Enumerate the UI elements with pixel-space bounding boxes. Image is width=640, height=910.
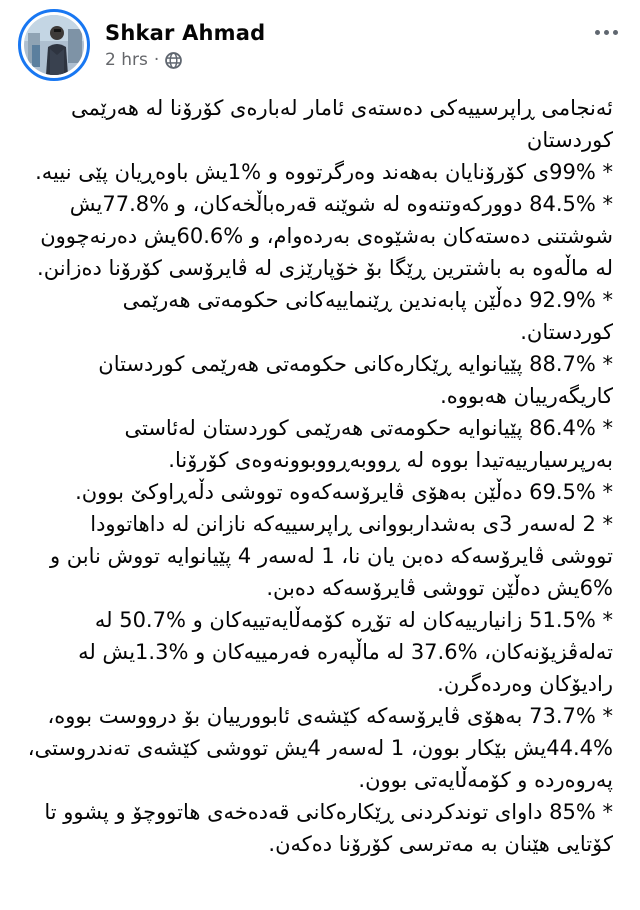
post-paragraph: * 84.5% دوورکەوتنەوە لە شوێنە قەرەباڵخەکان، و %77.8یش شوشتنی دەستەکان بەشێوەی بەردەوام، و %60.6یش دەرنەچوون لە ماڵەوە بە باشترین ڕێگا بۆ خۆپارێزی لە ڤایرۆسی کۆرۆنا دەزانن. bbox=[37, 192, 613, 280]
post-paragraph: * 69.5% دەڵێن بەهۆی ڤایرۆسەکەوە تووشی دڵەڕاوکێ بوون. bbox=[75, 480, 613, 504]
post-meta bbox=[105, 49, 265, 71]
post-header bbox=[0, 0, 640, 85]
author-name[interactable]: Shkar Ahmad bbox=[105, 20, 266, 45]
post-menu-button[interactable] bbox=[593, 24, 620, 41]
avatar[interactable] bbox=[18, 9, 90, 81]
avatar-photo bbox=[24, 15, 84, 75]
post-body bbox=[0, 85, 640, 860]
ellipsis-icon bbox=[613, 30, 618, 35]
post-paragraph: * 88.7% پێیانوایە ڕێکارەکانی حکومەتی هەرێمی کوردستان کاریگەرییان هەبووە. bbox=[98, 352, 613, 408]
post-paragraph: * 86.4% پێیانوایە حکومەتی هەرێمی کوردستان لەئاستی بەرپرسیارییەتیدا بووە لە ڕووبەڕووبوونەوەی کۆرۆنا. bbox=[124, 416, 613, 472]
globe-icon bbox=[165, 52, 182, 69]
post-paragraph: ئەنجامی ڕاپرسییەکی دەستەی ئامار لەبارەی کۆرۆنا لە هەرێمی کوردستان bbox=[71, 96, 613, 152]
header-text bbox=[105, 20, 265, 71]
post-paragraph: * 73.7% بەهۆی ڤایرۆسەکە کێشەی ئابوورییان بۆ درووست بووە، %44.4یش بێکار بوون، 1 لەسەر 4یش تووشی کێشەی تەندروستی، پەروەردە و کۆمەڵایەتی بوون. bbox=[27, 704, 613, 792]
post-paragraph: * 2 لەسەر 3ی بەشداربووانی ڕاپرسییەکە نازانن لە داهاتوودا تووشی ڤایرۆسەکە دەبن یان نا، 1 لەسەر 4 پێیانوایە تووش نابن و %6یش دەڵێن تووشی ڤایرۆسەکە دەبن. bbox=[49, 512, 613, 600]
post-paragraph: * 85% داوای توندکردنی ڕێکارەکانی قەدەخەی هاتووچۆ و پشوو تا کۆتایی هێنان بە مەترسی کۆرۆنا دەکەن. bbox=[44, 800, 613, 856]
timestamp[interactable]: 2 hrs bbox=[105, 49, 148, 70]
ellipsis-icon bbox=[604, 30, 609, 35]
ellipsis-icon bbox=[595, 30, 600, 35]
post-paragraph: * 99%ی کۆرۆنایان بەهەند وەرگرتووە و %1یش باوەڕیان پێی نییە. bbox=[35, 160, 613, 184]
post-paragraph: * 51.5% زانیارییەکان لە تۆڕە کۆمەڵایەتییەکان و %50.7 لە تەلەڤزیۆنەکان، %37.6 لە ماڵپەرە فەرمییەکان و %1.3یش لە رادیۆکان وەردەگرن. bbox=[78, 608, 613, 696]
meta-separator: · bbox=[153, 49, 160, 70]
post-paragraph: * 92.9% دەڵێن پابەندین ڕێنماییەکانی حکومەتی هەرێمی کوردستان. bbox=[122, 288, 613, 344]
